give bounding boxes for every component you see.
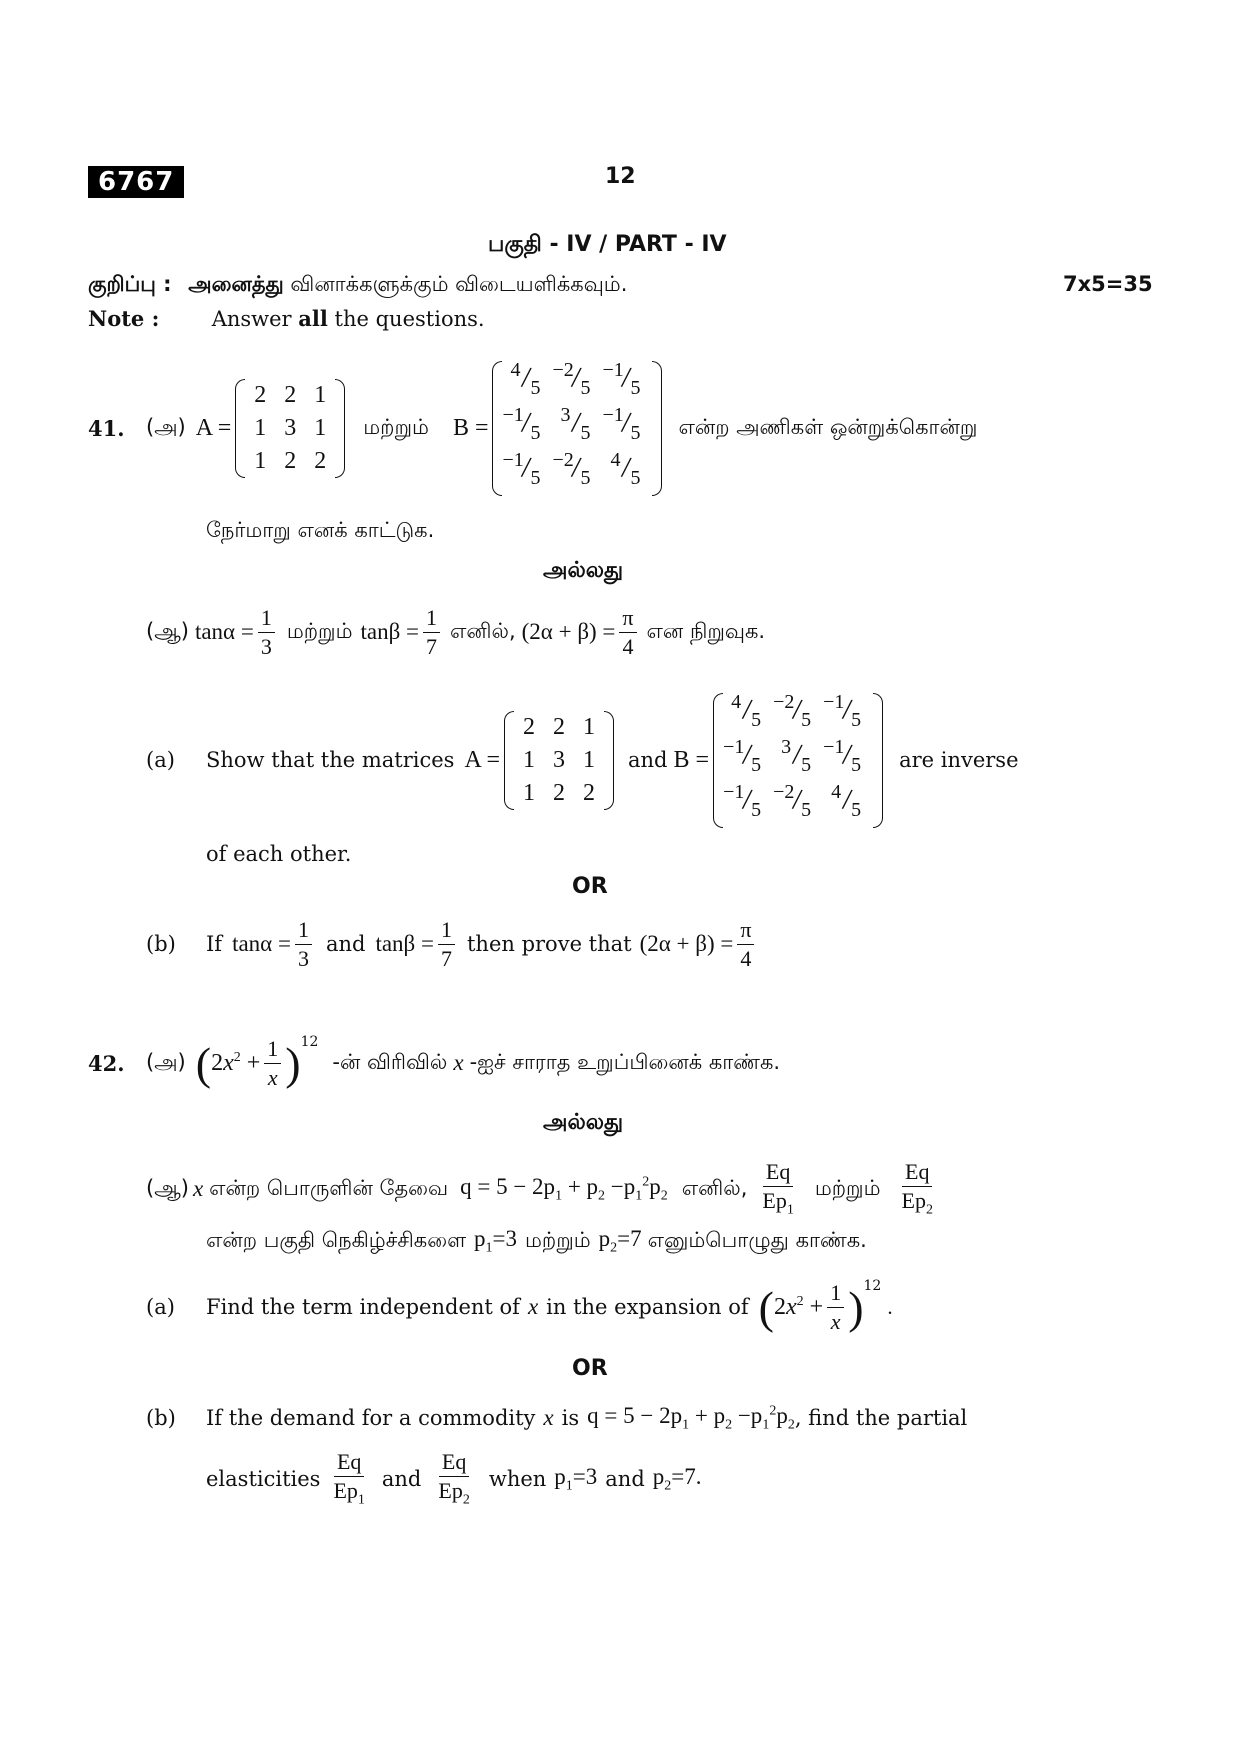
or-tamil-42: அல்லது (543, 1110, 624, 1135)
matrix-a-en (504, 711, 614, 810)
matrix-a-cell: 1 (254, 414, 267, 441)
part-title: பகுதி - IV / PART - IV (488, 232, 727, 257)
q42-b-tamil: (ஆ) x என்ற பொருளின் தேவை $q = 5 - 2p_1 + p_2 -p_1^2p_2$ எனில், $\frac{Eq}{Ep_1}$ மற்றும் $\frac{Eq}{Ep_2}$ (146, 1159, 933, 1217)
or-english-41: OR (572, 874, 608, 899)
matrix-a-cell: 2 (254, 381, 267, 408)
matrix-b-cell: −1 / 5 (602, 403, 641, 444)
matrix-a-cell: 2 (523, 713, 536, 740)
q41-b-tamil: (ஆ) tanα = $\frac{1}{3}$ மற்றும் tanβ = $\frac{1}{7}$ எனில், (2α + β) = $\frac{\pi}{4}$ என நிறுவுக. (146, 605, 766, 659)
matrix-a-cell: 1 (314, 381, 327, 408)
matrix-a-cell: 1 (314, 414, 327, 441)
matrix-b-cell: −2 / 5 (773, 780, 812, 821)
q42-a-english: (a) Find the term independent of x in the expansion of ( $2x^2$ + $\frac{1}{x}$ ) $^{12}$ . (146, 1278, 893, 1334)
matrix-a (235, 379, 345, 478)
matrix-a-cell: 1 (583, 713, 596, 740)
matrix-a-cell: 3 (284, 414, 297, 441)
matrix-b-cell: −2 / 5 (773, 690, 812, 731)
matrix-b (492, 358, 662, 496)
matrix-a-cell: 1 (254, 447, 267, 474)
matrix-b-cell: −1 / 5 (723, 735, 762, 776)
paper-code: 6767 (88, 166, 184, 198)
matrix-b-cell: −1 / 5 (502, 403, 541, 444)
q41-a-english-line2: of each other. (206, 842, 352, 866)
note-tamil: குறிப்பு : அனைத்து வினாக்களுக்கும் விடையளிக்கவும். (88, 272, 628, 296)
q42-b-tamil-line2: என்ற பகுதி நெகிழ்ச்சிகளை $p_1=3$ மற்றும் $p_2=7$ எனும்பொழுது காண்க. (206, 1226, 867, 1256)
matrix-b-cell: −2 / 5 (552, 358, 591, 399)
q41-a-english: (a) Show that the matrices A = 2 2 1 1 3 1 1 2 2 and B = 4 / 5 −2 / 5 −1 / 5 −1 / 5 3 / 5 −1 / 5 −1 / 5 −2 / 5 4 / 5 are inverse (146, 690, 1019, 830)
matrix-a-cell: 1 (523, 746, 536, 773)
matrix-a-cell: 2 (583, 779, 596, 806)
matrix-b-cell: 4 / 5 (610, 448, 641, 489)
or-english-42: OR (572, 1356, 608, 1381)
matrix-b-cell: 3 / 5 (560, 403, 591, 444)
matrix-b-cell: 3 / 5 (781, 735, 812, 776)
matrix-b-cell: −1 / 5 (823, 690, 862, 731)
matrix-a-cell: 2 (284, 447, 297, 474)
q41-b-english: (b) If tanα = $\frac{1}{3}$ and tanβ = $\frac{1}{7}$ then prove that (2α + β) = $\frac{\pi}{4}$ (146, 914, 758, 974)
matrix-a-cell: 2 (553, 713, 566, 740)
matrix-a-cell: 2 (284, 381, 297, 408)
matrix-b-cell: −1 / 5 (502, 448, 541, 489)
q41-a-tamil-line2: நேர்மாறு எனக் காட்டுக. (206, 518, 435, 542)
q42-number: 42. (88, 1050, 125, 1076)
matrix-b-cell: −1 / 5 (723, 780, 762, 821)
q41-a-tamil: 41. (அ) A = 2 2 1 1 3 1 1 2 2 மற்றும் B = 4 / 5 −2 / 5 −1 / 5 −1 / 5 3 / 5 −1 / 5 −1 / 5 −2 / 5 4 / 5 என்ற அணிகள் ஒன்றுக்கொன்று (88, 358, 977, 498)
matrix-b-cell: −2 / 5 (552, 448, 591, 489)
page-number: 12 (605, 164, 636, 189)
q42-b-english-line2: elasticities $\frac{Eq}{Ep_1}$ and $\frac{Eq}{Ep_2}$ when $p_1=3$ and $p_2=7$. (206, 1449, 702, 1507)
matrix-b-cell: 4 / 5 (731, 690, 762, 731)
matrix-a-cell: 2 (314, 447, 327, 474)
note-english: Note : Answer all the questions. (88, 306, 485, 331)
q42-b-english: (b) If the demand for a commodity x is $q = 5 - 2p_1 + p_2 -p_1^2p_2$ , find the partial (146, 1402, 968, 1433)
matrix-a-cell: 1 (583, 746, 596, 773)
q42-a-tamil: 42. (அ) ( $2x^2$ + $\frac{1}{x}$ ) $^{12}$ -ன் விரிவில் x -ஐச் சாராத உறுப்பினைக் காண்க. (88, 1034, 781, 1090)
q41-number: 41. (88, 415, 125, 441)
matrix-b-cell: 4 / 5 (510, 358, 541, 399)
matrix-a-cell: 3 (553, 746, 566, 773)
matrix-b-cell: −1 / 5 (602, 358, 641, 399)
matrix-a-cell: 1 (523, 779, 536, 806)
or-tamil-41: அல்லது (543, 558, 624, 583)
marks: 7x5=35 (1063, 272, 1153, 296)
matrix-b-en (713, 690, 883, 828)
matrix-b-cell: −1 / 5 (823, 735, 862, 776)
matrix-b-cell: 4 / 5 (831, 780, 862, 821)
matrix-a-cell: 2 (553, 779, 566, 806)
